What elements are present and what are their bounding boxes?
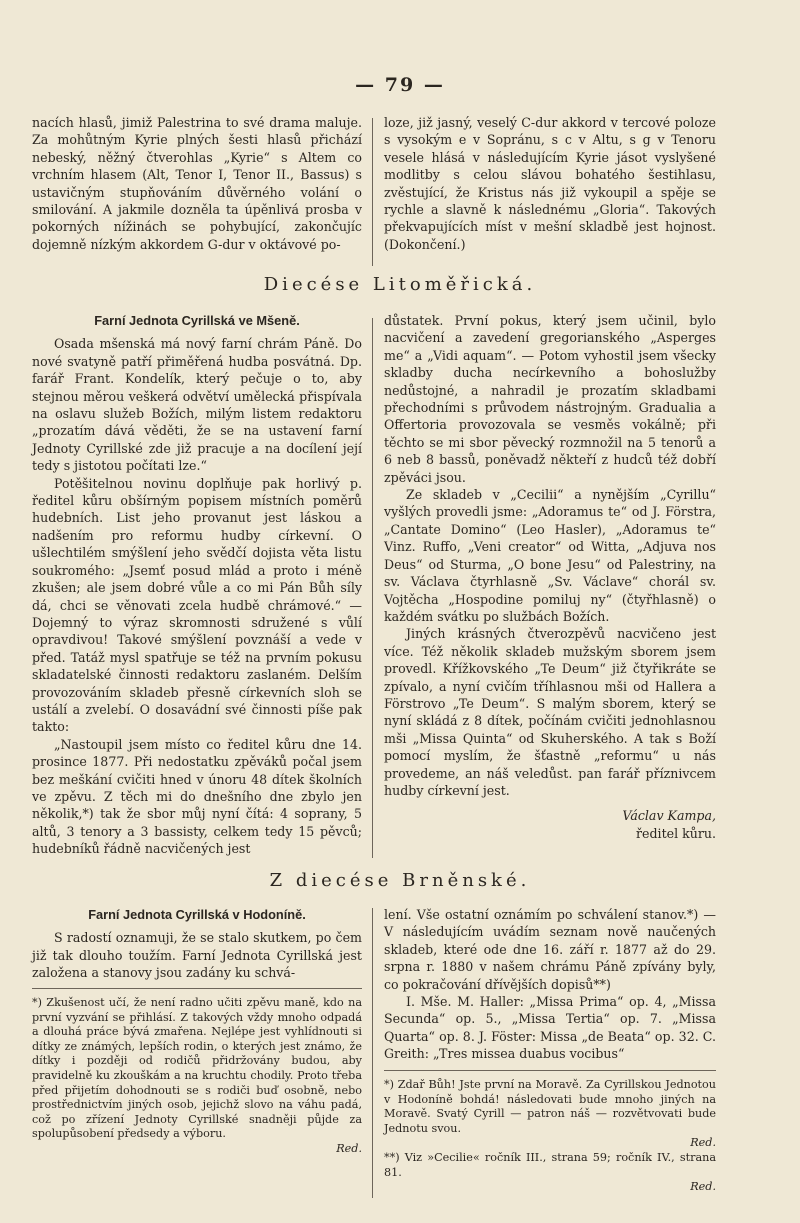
- paragraph: S radostí oznamuji, že se stalo skutkem, po čem již tak dlouho toužím. Farní Jednota Cyrillská jest založena a stanovy jsou zadány ku schvá-: [32, 930, 362, 981]
- paragraph: Osada mšenská má nový farní chrám Páně. Do nové svatyně patří přiměřená hudba posvátná. Dp. farář Frant. Kondelík, který pečuje o to, aby stejnou měrou veškerá odvětví umělecká přispívala na oslavu služeb Božích, milým listem redaktoru „prozatím dává věděti, že se na ustavení farní Jednoty Cyrillské zde již pracuje a na docílení její tedy s jistotou počítati lze.“: [32, 336, 362, 474]
- signature-title: ředitel kůru.: [636, 825, 716, 841]
- paragraph: loze, již jasný, veselý C-dur akkord v tercové poloze s vysokým e v Sopránu, s c v Altu, s g v Tenoru vesele hlásá v následujícím Kyrie jásot vyslyšené modlitby s celou slávou bohatého šestihlasu, zvěstující, že Kristus nás již vykoupil a spěje se rychle a slavně k následnému „Gloria“. Takových překvapujících míst v mešní skladbě jest hojnost. (Dokončení.): [384, 115, 716, 252]
- footnote-text: **) Viz »Cecilie« ročník III., strana 59; ročník IV., strana 81.: [384, 1150, 716, 1179]
- column-divider: [372, 118, 373, 266]
- top-left-column: [32, 114, 362, 253]
- footnote-rule: [384, 1070, 716, 1071]
- paragraph: Jiných krásných čtverozpěvů nacvičeno jest více. Též několik skladeb mužským sborem jsem provedl. Křížkovského „Te Deum“ již čtyřikráte se zpívalo, a nyní cvičím tříhlasnou mši od Hallera a Förstrovo „Te Deum“. S malým sborem, který se nyní skládá z 8 dítek, počínám cvičiti jednohlasnou mši „Missa Quinta“ od Skuherského. A tak s Boží pomocí myslím, že šťastně „reformu“ u nás provedeme, an náš veledůst. pan farář příznivcem hudby církevní jest.: [384, 626, 716, 798]
- footnote-text: *) Zkušenost učí, že není radno učiti zpěvu maně, kdo na první vyzvání se přihlásí. Z takových vždy mnoho odpadá a dlouhá práce bývá zmařena. Nejlépe jest vyhlídnouti si dítky ze známých, lepších rodin, o kterých jest známo, že dítky i později od rodičů přidržovány budou, aby pravidelně ku zkouškám a na kruchtu chodily. Proto třeba před přijetím dohodnouti se s rodiči buď osobně, nebo prostřednictvím jiných osob, jejichž slovo na váhu padá, což po zřízení Jednoty Cyrillské snadněji půjde za spolupůsobení předsedy a výboru.: [32, 996, 362, 1141]
- sec2-left-column: [32, 906, 362, 982]
- paragraph: důstatek. První pokus, který jsem učinil, bylo nacvičení a zavedení gregorianského „Asperges me“ a „Vidi aquam“. — Potom vyhostil jsem všecky skladby ducha necírkevního a bohoslužby nedůstojné, a nahradil je prozatím skladbami přechodními s průvodem nástrojným. Gradualia a Offertoria provozovala se vesměs vokálně; při těchto se mi sbor pěvecký rozmnožil na 5 tenorů a 6 neb 8 bassů, poněvadž někteří z hudců též dobří zpěváci jsou.: [384, 313, 716, 485]
- paragraph: nacích hlasů, jimiž Palestrina to své drama maluje. Za mohůtným Kyrie plných šesti hlasů přichází nebeský, něžný čtverohlas „Kyrie“ s Altem co vrchním hlasem (Alt, Tenor I, Tenor II., Bassus) s ustavičným stupňováním důvěrného volání o smilování. A jakmile dozněla ta úpěnlivá prosba v pokorných nížinách se pohybující, zakončujíc dojemně nízkým akkordem G-dur v oktávové po-: [32, 115, 362, 252]
- footnote-sign: Red.: [690, 1180, 716, 1194]
- footnote-rule: [32, 988, 362, 989]
- paragraph: I. Mše. M. Haller: „Missa Prima“ op. 4, „Missa Secunda“ op. 5., „Missa Tertia“ op. 7. „Missa Quarta“ op. 8. J. Föster: Missa „de Beata“ op. 32. C. Greith: „Tres missea duabus vocibus“: [384, 994, 716, 1062]
- signature-name: Václav Kampa,: [622, 808, 716, 824]
- footnote-left: [32, 996, 362, 1157]
- section-heading: Farní Jednota Cyrillská ve Mšeně.: [94, 313, 300, 328]
- column-divider: [372, 908, 373, 1198]
- paragraph: Ze skladeb v „Cecilii“ a nynějším „Cyrillu“ vyšlých provedli jsme: „Adoramus te“ od J. Förstra, „Cantate Domino“ (Leo Hasler), „Adoramus te“ Vinz. Ruffo, „Veni creator“ od Witta, „Adjuva nos Deus“ od Sturma, „O bone Jesu“ od Palestriny, na sv. Václava čtyrhlasně „Sv. Václave“ chorál sv. Vojtěcha „Hospodine pomiluj ny“ (čtyřhlasně) o každém svátku po službách Božích.: [384, 487, 716, 624]
- paragraph: Potěšitelnou novinu doplňuje pak horlivý p. ředitel kůru obšírným popisem místních poměrů hudebních. List jeho provanut jest láskou a nadšením pro reformu hudby církevní. O ušlechtilém smýšlení jeho svědčí dojista věta listu soukromého: „Jsemť posud mlád a proto i méně zkušen; ale jsem dobré vůle a co mi Pán Bůh síly dá, chci se věnovati zcela hudbě chrámové.“ — Dojemný to výraz skromnosti sdružené s vůlí opravdivou! Takové smýšlení povznáší a vede v před. Tatáž mysl spatřuje se též na prvním pokusu skladatelské činnosti redaktoru zaslaném. Delším provozováním skladeb přesně církevních sloh se ustálí a zvelebí. O dosavádní své činnosti píše pak takto:: [32, 475, 362, 735]
- column-divider: [372, 318, 373, 858]
- section-heading: Farní Jednota Cyrillská v Hodoníně.: [88, 907, 306, 922]
- top-right-column: [384, 114, 716, 253]
- paragraph: „Nastoupil jsem místo co ředitel kůru dne 14. prosince 1877. Při nedostatku zpěváků počal jsem bez meškání cvičiti hned v únoru 48 dítek školních ve zpěvu. Z těch mi do dnešního dne zbylo jen několik,*) tak že sbor můj nyní čítá: 4 soprany, 5 altů, 3 tenory a 3 bassisty, celkem tedy 15 pěvců; hudebníků řádně nacvičených jest: [32, 736, 362, 857]
- footnote-text: *) Zdař Bůh! Jste první na Moravě. Za Cyrillskou Jednotou v Hodoníně bohdá! následovati bude mnoho jiných na Moravě. Svatý Cyrill — patron náš — rozvětvovati bude Jednotu svou.: [384, 1078, 716, 1135]
- diocese-title: Z diecése Brněnské.: [269, 870, 531, 891]
- footnote-right: [384, 1078, 716, 1195]
- diocese-title: Diecése Litoměřická.: [263, 274, 537, 295]
- sec1-left-column: [32, 312, 362, 858]
- footnote-sign: Red.: [690, 1136, 716, 1150]
- footnote-sign: Red.: [336, 1141, 362, 1155]
- sec2-right-column: [384, 906, 716, 1063]
- page-number: — 79 —: [355, 74, 445, 96]
- paragraph: lení. Vše ostatní oznámím po schválení stanov.*) — V následujícím uvádím seznam nově naučených skladeb, které ode dne 16. září r. 1877 až do 29. srpna r. 1880 v našem chrámu Páně zpívány byly, co pokračování dřívějších dopisů**): [384, 907, 716, 992]
- sec1-right-column: [384, 312, 716, 842]
